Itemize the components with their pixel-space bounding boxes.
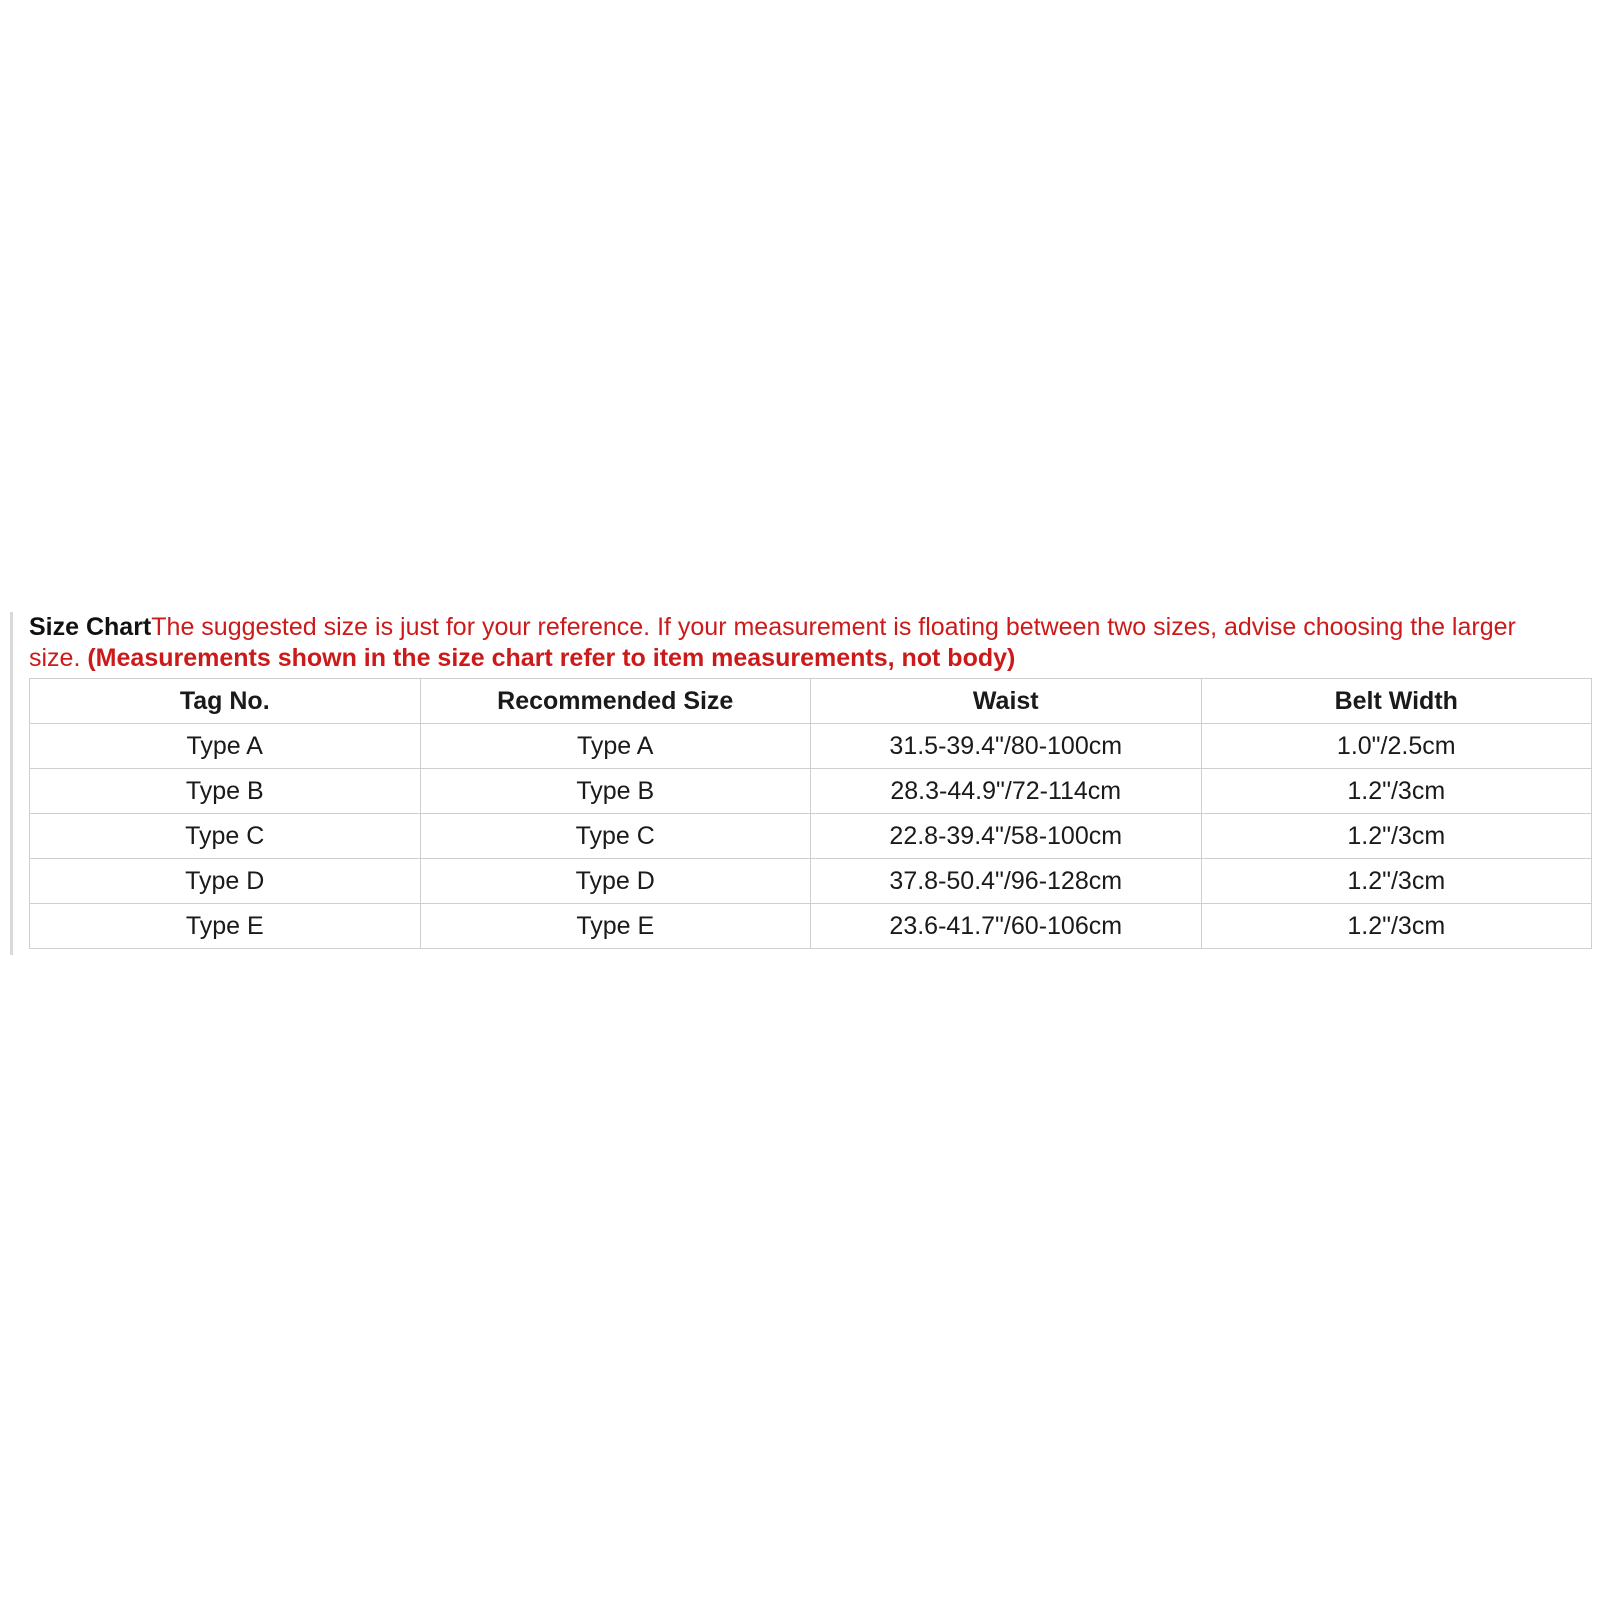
- cell-tag-no: Type B: [30, 769, 421, 814]
- cell-tag-no: Type C: [30, 814, 421, 859]
- table-row: [30, 769, 1592, 814]
- size-chart-section: [10, 612, 1590, 955]
- column-header-belt-width: Belt Width: [1201, 679, 1592, 724]
- cell-belt-width: 1.2"/3cm: [1201, 859, 1592, 904]
- cell-waist: 22.8-39.4"/58-100cm: [811, 814, 1202, 859]
- table-row: [30, 814, 1592, 859]
- cell-waist: 37.8-50.4"/96-128cm: [811, 859, 1202, 904]
- cell-recommended-size: Type A: [420, 724, 811, 769]
- cell-belt-width: 1.0"/2.5cm: [1201, 724, 1592, 769]
- size-chart-note-bold: (Measurements shown in the size chart refer to item measurements, not body): [87, 644, 1016, 672]
- size-chart-table: [29, 678, 1592, 949]
- cell-recommended-size: Type C: [420, 814, 811, 859]
- cell-waist: 31.5-39.4"/80-100cm: [811, 724, 1202, 769]
- cell-tag-no: Type A: [30, 724, 421, 769]
- cell-belt-width: 1.2"/3cm: [1201, 814, 1592, 859]
- size-chart-heading: Size Chart: [29, 613, 152, 641]
- cell-tag-no: Type E: [30, 904, 421, 949]
- table-row: [30, 859, 1592, 904]
- column-header-recommended-size: Recommended Size: [420, 679, 811, 724]
- cell-belt-width: 1.2"/3cm: [1201, 904, 1592, 949]
- size-chart-note: The suggested size is just for your reference. If your measurement is floating between two sizes, advise choosing the larger size.: [29, 613, 1516, 672]
- cell-recommended-size: Type E: [420, 904, 811, 949]
- cell-recommended-size: Type B: [420, 769, 811, 814]
- table-header-row: [30, 679, 1592, 724]
- cell-tag-no: Type D: [30, 859, 421, 904]
- cell-recommended-size: Type D: [420, 859, 811, 904]
- column-header-tag-no: Tag No.: [30, 679, 421, 724]
- size-chart-intro: [29, 612, 1590, 674]
- table-row: [30, 724, 1592, 769]
- column-header-waist: Waist: [811, 679, 1202, 724]
- cell-belt-width: 1.2"/3cm: [1201, 769, 1592, 814]
- cell-waist: 23.6-41.7"/60-106cm: [811, 904, 1202, 949]
- cell-waist: 28.3-44.9"/72-114cm: [811, 769, 1202, 814]
- table-row: [30, 904, 1592, 949]
